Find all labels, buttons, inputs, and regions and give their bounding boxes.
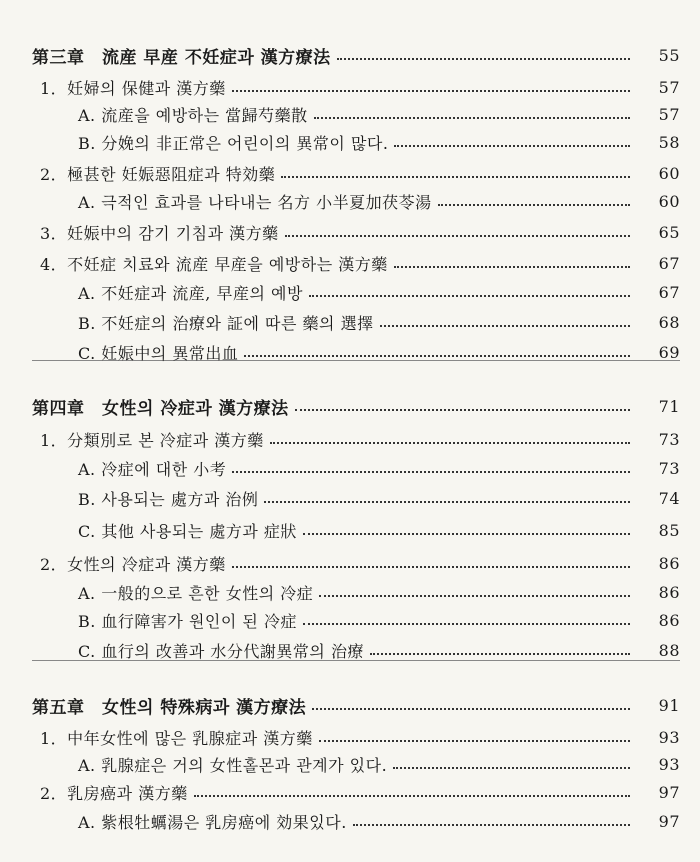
toc-entry-page-number: 93: [658, 754, 680, 774]
toc-section-entry: [0, 777, 700, 807]
dot-leader: [303, 532, 630, 535]
toc-entry-title: 2．極甚한 妊娠惡阻症과 特効藥: [40, 164, 276, 184]
toc-subsection-entry: [0, 453, 700, 483]
dot-leader: [394, 144, 630, 147]
toc-entry-page-number: 67: [658, 253, 680, 273]
toc-entry-page-number: 86: [658, 553, 680, 573]
dot-leader: [394, 265, 630, 268]
toc-entry-title: C. 妊娠中의 異常出血: [78, 343, 239, 363]
toc-section-entry: [0, 424, 700, 454]
toc-subsection-entry: [0, 127, 700, 157]
toc-entry-page-number: 97: [658, 782, 680, 802]
toc-chapter-entry: [0, 391, 700, 421]
toc-entry-title: 4．不妊症 치료와 流産 早産을 예방하는 漢方藥: [40, 254, 388, 274]
dot-leader: [393, 766, 630, 769]
toc-entry-title: B. 사용되는 處方과 治例: [78, 489, 259, 509]
toc-entry-title: B. 不妊症의 治療와 証에 따른 藥의 選擇: [78, 313, 374, 333]
toc-subsection-entry: [0, 307, 700, 337]
toc-entry-title: C. 其他 사용되는 處方과 症狀: [78, 521, 297, 541]
toc-entry-page-number: 73: [658, 458, 680, 478]
toc-entry-page-number: 93: [658, 727, 680, 747]
toc-entry-page-number: 88: [658, 640, 680, 660]
dot-leader: [314, 116, 630, 119]
toc-entry-title: 第五章 女性의 特殊病과 漢方療法: [32, 697, 307, 718]
toc-subsection-entry: [0, 515, 700, 545]
dot-leader: [244, 354, 630, 357]
dot-leader: [232, 470, 630, 473]
toc-section-entry: [0, 158, 700, 188]
dot-leader: [285, 234, 630, 237]
toc-entry-title: A. 冷症에 대한 小考: [78, 459, 227, 479]
toc-subsection-entry: [0, 577, 700, 607]
toc-entry-title: 1．分類別로 본 冷症과 漢方藥: [40, 430, 264, 450]
dot-leader: [312, 707, 630, 710]
toc-subsection-entry: [0, 806, 700, 836]
toc-entry-title: A. 流産을 예방하는 當歸芍藥散: [78, 105, 308, 125]
toc-entry-title: 2．乳房癌과 漢方藥: [40, 783, 188, 803]
toc-entry-title: 1．中年女性에 많은 乳腺症과 漢方藥: [40, 728, 313, 748]
dot-leader: [270, 441, 630, 444]
toc-section-entry: [0, 548, 700, 578]
toc-entry-title: A. 紫根牡蠣湯은 乳房癌에 効果있다.: [78, 812, 347, 832]
dot-leader: [232, 565, 630, 568]
toc-entry-page-number: 57: [658, 104, 680, 124]
toc-entry-title: 第四章 女性의 冷症과 漢方療法: [32, 398, 289, 419]
toc-chapter-entry: [0, 40, 700, 70]
toc-entry-page-number: 58: [658, 132, 680, 152]
toc-entry-page-number: 71: [658, 396, 680, 416]
toc-entry-page-number: 55: [658, 45, 680, 65]
toc-subsection-entry: [0, 337, 700, 367]
toc-entry-title: 2．女性의 冷症과 漢方藥: [40, 554, 226, 574]
dot-leader: [309, 294, 630, 297]
toc-entry-title: 3．妊娠中의 감기 기침과 漢方藥: [40, 223, 279, 243]
toc-entry-page-number: 73: [658, 429, 680, 449]
dot-leader: [281, 175, 630, 178]
dot-leader: [370, 652, 630, 655]
toc-entry-page-number: 60: [658, 163, 680, 183]
toc-entry-page-number: 68: [658, 312, 680, 332]
toc-subsection-entry: [0, 749, 700, 779]
toc-subsection-entry: [0, 277, 700, 307]
dot-leader: [194, 794, 630, 797]
dot-leader: [232, 89, 630, 92]
toc-section-entry: [0, 248, 700, 278]
dot-leader: [380, 324, 630, 327]
toc-subsection-entry: [0, 99, 700, 129]
toc-entry-page-number: 86: [658, 582, 680, 602]
toc-entry-title: A. 不妊症과 流産, 早産의 예방: [78, 283, 303, 303]
toc-entry-page-number: 74: [658, 488, 680, 508]
toc-entry-page-number: 60: [658, 191, 680, 211]
toc-entry-page-number: 67: [658, 282, 680, 302]
dot-leader: [303, 622, 630, 625]
toc-entry-page-number: 85: [658, 520, 680, 540]
toc-entry-page-number: 69: [658, 342, 680, 362]
toc-entry-page-number: 91: [658, 695, 680, 715]
dot-leader: [319, 594, 630, 597]
toc-subsection-entry: [0, 186, 700, 216]
toc-chapter-entry: [0, 690, 700, 720]
dot-leader: [438, 203, 630, 206]
dot-leader: [295, 408, 630, 411]
toc-entry-title: C. 血行의 改善과 水分代謝異常의 治療: [78, 641, 364, 661]
toc-subsection-entry: [0, 483, 700, 513]
toc-entry-page-number: 65: [658, 222, 680, 242]
toc-entry-page-number: 57: [658, 77, 680, 97]
dot-leader: [319, 739, 630, 742]
toc-subsection-entry: [0, 635, 700, 665]
toc-entry-title: 1．妊婦의 保健과 漢方藥: [40, 78, 226, 98]
toc-section-entry: [0, 722, 700, 752]
toc-entry-title: A. 一般的으로 흔한 女性의 冷症: [78, 583, 314, 603]
toc-entry-page-number: 97: [658, 811, 680, 831]
toc-entry-page-number: 86: [658, 610, 680, 630]
toc-entry-title: A. 乳腺症은 거의 女性홀몬과 관계가 있다.: [78, 755, 388, 775]
dot-leader: [353, 823, 630, 826]
toc-entry-title: 第三章 流産 早産 不妊症과 漢方療法: [32, 47, 331, 68]
toc-subsection-entry: [0, 605, 700, 635]
toc-entry-title: A. 극적인 효과를 나타내는 名方 小半夏加茯苓湯: [78, 192, 432, 212]
dot-leader: [337, 57, 630, 60]
toc-section-entry: [0, 217, 700, 247]
toc-section-entry: [0, 72, 700, 102]
toc-entry-title: B. 分娩의 非正常은 어린이의 異常이 많다.: [78, 133, 389, 153]
toc-entry-title: B. 血行障害가 원인이 된 冷症: [78, 611, 297, 631]
dot-leader: [264, 500, 630, 503]
